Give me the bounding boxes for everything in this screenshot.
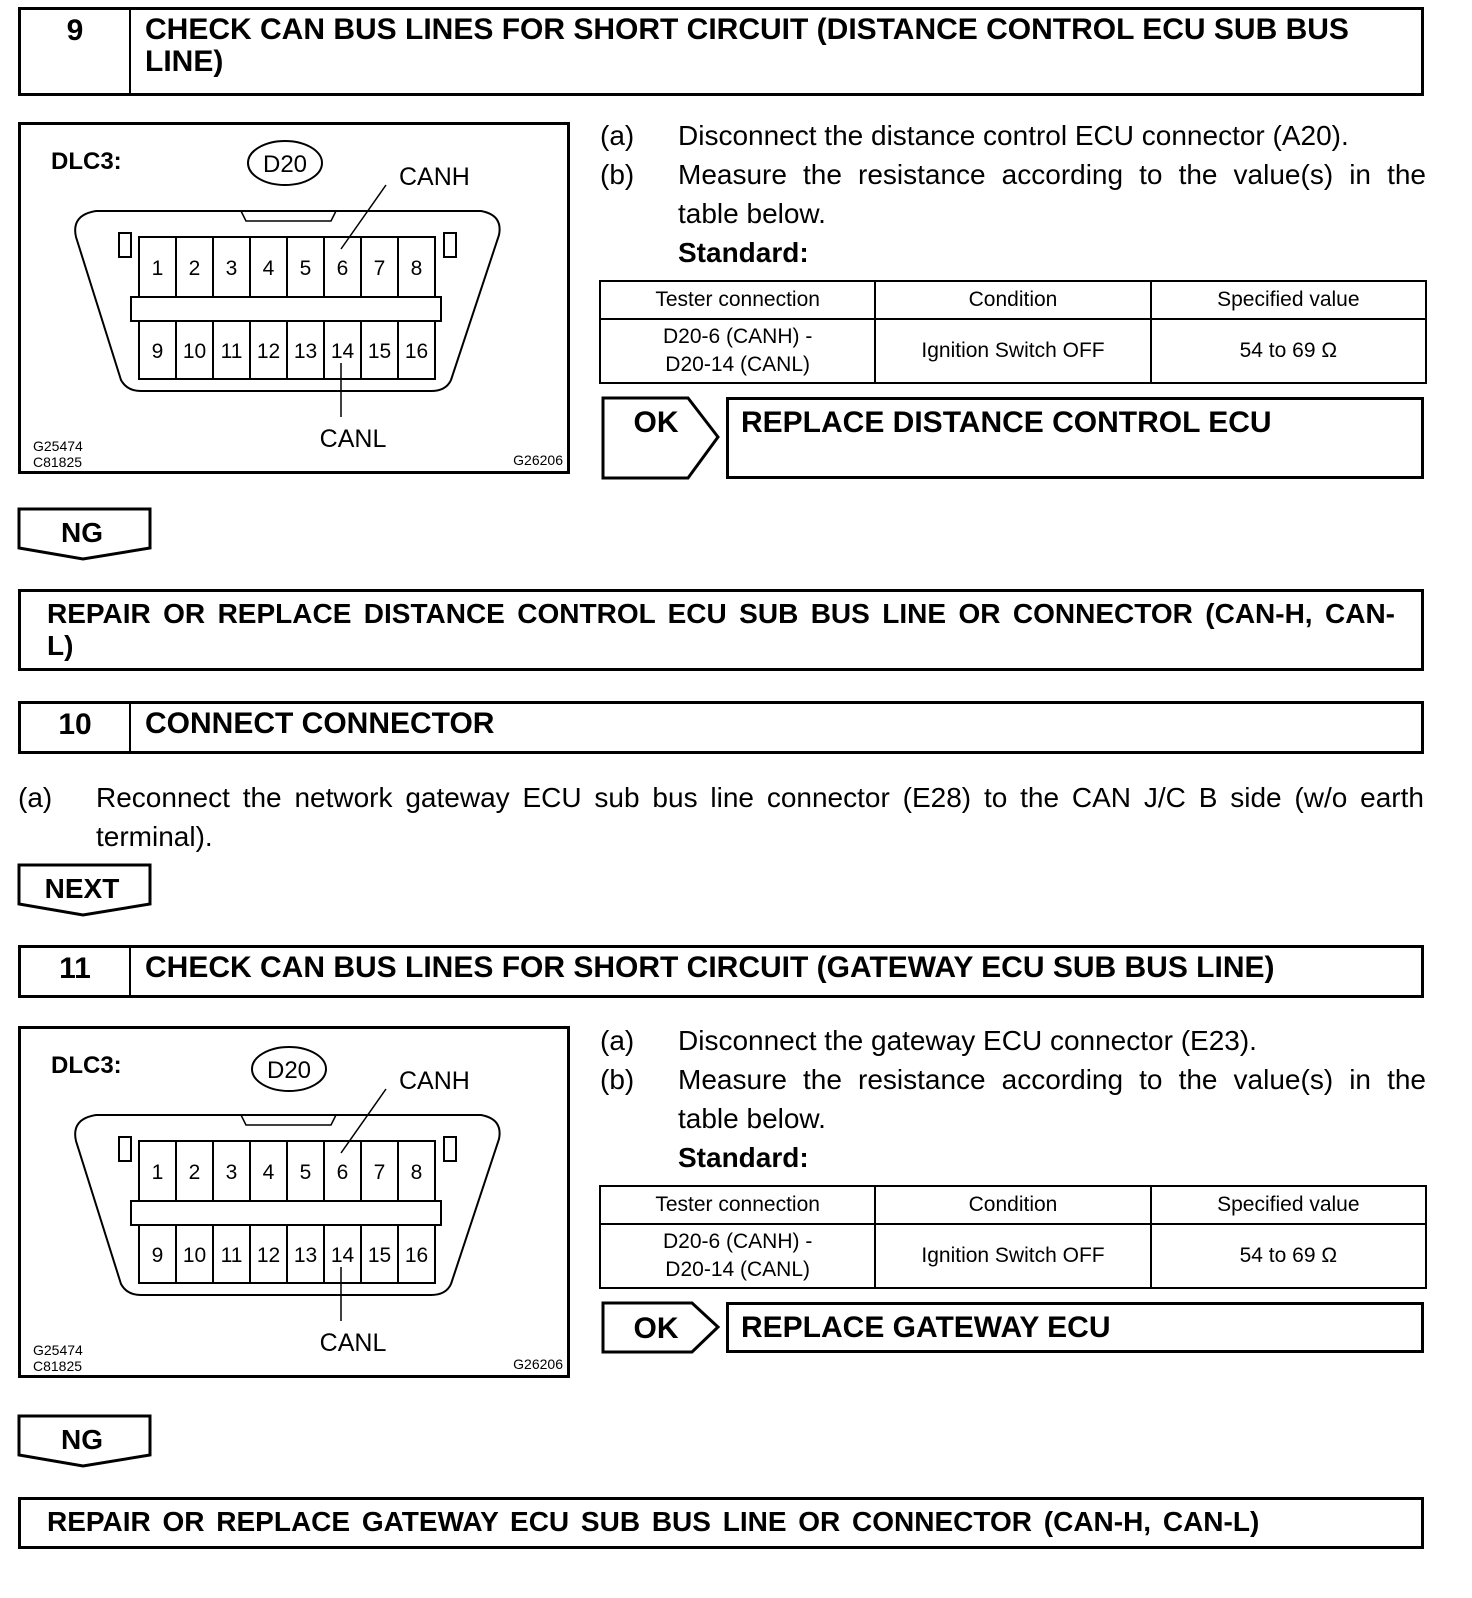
pin-14: 14 xyxy=(330,340,355,363)
pin-7: 7 xyxy=(373,1161,386,1184)
pin-16: 16 xyxy=(404,1244,429,1267)
pin-4: 4 xyxy=(262,1161,275,1184)
step-9-spec-table xyxy=(599,280,1427,384)
step-title: CONNECT CONNECTOR xyxy=(145,707,495,740)
canh-leader xyxy=(341,185,386,249)
ok-action: REPLACE GATEWAY ECU xyxy=(726,1302,1424,1353)
step-number: 10 xyxy=(21,704,131,751)
connector-id: D20 xyxy=(262,151,308,178)
pin-11: 11 xyxy=(220,340,243,363)
pin-13: 13 xyxy=(293,1244,318,1267)
svg-text:OK: OK xyxy=(633,406,679,439)
pin-16: 16 xyxy=(404,340,429,363)
pin-4: 4 xyxy=(262,257,275,280)
svg-text:NG: NG xyxy=(61,517,103,548)
pin-5: 5 xyxy=(299,257,312,280)
step-number: 11 xyxy=(21,948,131,995)
canl-label: CANL xyxy=(319,425,387,453)
pin-3: 3 xyxy=(225,257,238,280)
pin-10: 10 xyxy=(182,340,207,363)
instruction-b: (b) Measure the resistance according to the value(s) in the table below. xyxy=(600,159,1426,229)
pin-11: 11 xyxy=(220,1244,243,1267)
standard-label: Standard: xyxy=(678,1142,809,1173)
dlc3-diagram xyxy=(18,122,570,474)
figure-code-2: C81825 xyxy=(33,454,83,470)
col-header-condition: Condition xyxy=(875,281,1150,319)
col-header-value: Specified value xyxy=(1151,1186,1426,1224)
pin-5: 5 xyxy=(299,1161,312,1184)
pin-1: 1 xyxy=(151,1161,164,1184)
pin-14: 14 xyxy=(330,1244,355,1267)
instruction-a: (a) Disconnect the gateway ECU connector (E23). xyxy=(600,1025,1257,1056)
ok-arrow xyxy=(600,395,724,481)
step-11-instructions xyxy=(600,1021,1426,1177)
canh-leader xyxy=(341,1089,386,1153)
cell-condition: Ignition Switch OFF xyxy=(875,319,1150,383)
pin-15: 15 xyxy=(367,1244,392,1267)
pin-13: 13 xyxy=(293,340,318,363)
standard-label: Standard: xyxy=(678,237,809,268)
instruction-b: (b) Measure the resistance according to the value(s) in the table below. xyxy=(600,1064,1426,1134)
svg-text:NG: NG xyxy=(61,1424,103,1455)
col-header-tester: Tester connection xyxy=(600,1186,875,1224)
step-11-spec-table xyxy=(599,1185,1427,1289)
figure-code-2: C81825 xyxy=(33,1358,83,1374)
step-10-header xyxy=(18,701,1424,754)
pin-3: 3 xyxy=(225,1161,238,1184)
pin-12: 12 xyxy=(256,1244,281,1267)
ng-action: REPAIR OR REPLACE GATEWAY ECU SUB BUS LINE OR CONNECTOR (CAN-H, CAN-L) xyxy=(18,1497,1424,1549)
ok-action: REPLACE DISTANCE CONTROL ECU xyxy=(726,397,1424,479)
pin-6: 6 xyxy=(336,1161,349,1184)
svg-text:NEXT: NEXT xyxy=(44,873,120,904)
cell-connection: D20-6 (CANH) - D20-14 (CANL) xyxy=(600,1224,875,1288)
cell-value: 54 to 69 Ω xyxy=(1151,1224,1426,1288)
pin-1: 1 xyxy=(151,257,164,280)
cell-value: 54 to 69 Ω xyxy=(1151,319,1426,383)
svg-text:OK: OK xyxy=(633,1312,679,1345)
pin-2: 2 xyxy=(188,1161,201,1184)
connector-id: D20 xyxy=(266,1057,312,1084)
canh-label: CANH xyxy=(399,163,470,191)
pin-8: 8 xyxy=(410,257,423,280)
step-9-instructions xyxy=(600,116,1426,272)
col-header-condition: Condition xyxy=(875,1186,1150,1224)
figure-code-1: G25474 xyxy=(33,1342,83,1358)
pin-2: 2 xyxy=(188,257,201,280)
col-header-tester: Tester connection xyxy=(600,281,875,319)
step-number: 9 xyxy=(21,10,131,93)
col-header-value: Specified value xyxy=(1151,281,1426,319)
step-title: CHECK CAN BUS LINES FOR SHORT CIRCUIT (DISTANCE CONTROL ECU SUB BUS LINE) xyxy=(145,13,1349,78)
next-arrow xyxy=(16,862,154,918)
canl-label: CANL xyxy=(319,1329,387,1357)
dlc-label: DLC3: xyxy=(51,148,122,175)
step-title: CHECK CAN BUS LINES FOR SHORT CIRCUIT (GATEWAY ECU SUB BUS LINE) xyxy=(145,951,1275,984)
pin-7: 7 xyxy=(373,257,386,280)
pin-15: 15 xyxy=(367,340,392,363)
dlc3-diagram xyxy=(18,1026,570,1378)
figure-code-3: G26206 xyxy=(513,452,563,468)
instruction-a: (a) Disconnect the distance control ECU connector (A20). xyxy=(600,120,1349,151)
pin-6: 6 xyxy=(336,257,349,280)
pin-10: 10 xyxy=(182,1244,207,1267)
dlc-label: DLC3: xyxy=(51,1052,122,1079)
dlc3-connector-illustration xyxy=(21,1029,567,1375)
dlc3-connector-illustration xyxy=(21,125,567,471)
ng-action: REPAIR OR REPLACE DISTANCE CONTROL ECU SUB BUS LINE OR CONNECTOR (CAN-H, CAN-L) xyxy=(18,589,1424,671)
figure-code-1: G25474 xyxy=(33,438,83,454)
pin-12: 12 xyxy=(256,340,281,363)
figure-code-3: G26206 xyxy=(513,1356,563,1372)
ng-arrow xyxy=(16,1413,154,1469)
ok-arrow xyxy=(600,1300,724,1356)
pin-grid xyxy=(152,237,429,379)
pin-grid xyxy=(152,1141,429,1283)
canh-label: CANH xyxy=(399,1067,470,1095)
step-9-header xyxy=(18,7,1424,96)
step-11-header xyxy=(18,945,1424,998)
pin-8: 8 xyxy=(410,1161,423,1184)
cell-connection: D20-6 (CANH) - D20-14 (CANL) xyxy=(600,319,875,383)
step-10-instruction: (a) Reconnect the network gateway ECU sub bus line connector (E28) to the CAN J/C B side (w/o earth terminal). xyxy=(18,782,1424,852)
pin-9: 9 xyxy=(151,1244,164,1267)
ng-arrow xyxy=(16,506,154,562)
pin-9: 9 xyxy=(151,340,164,363)
cell-condition: Ignition Switch OFF xyxy=(875,1224,1150,1288)
